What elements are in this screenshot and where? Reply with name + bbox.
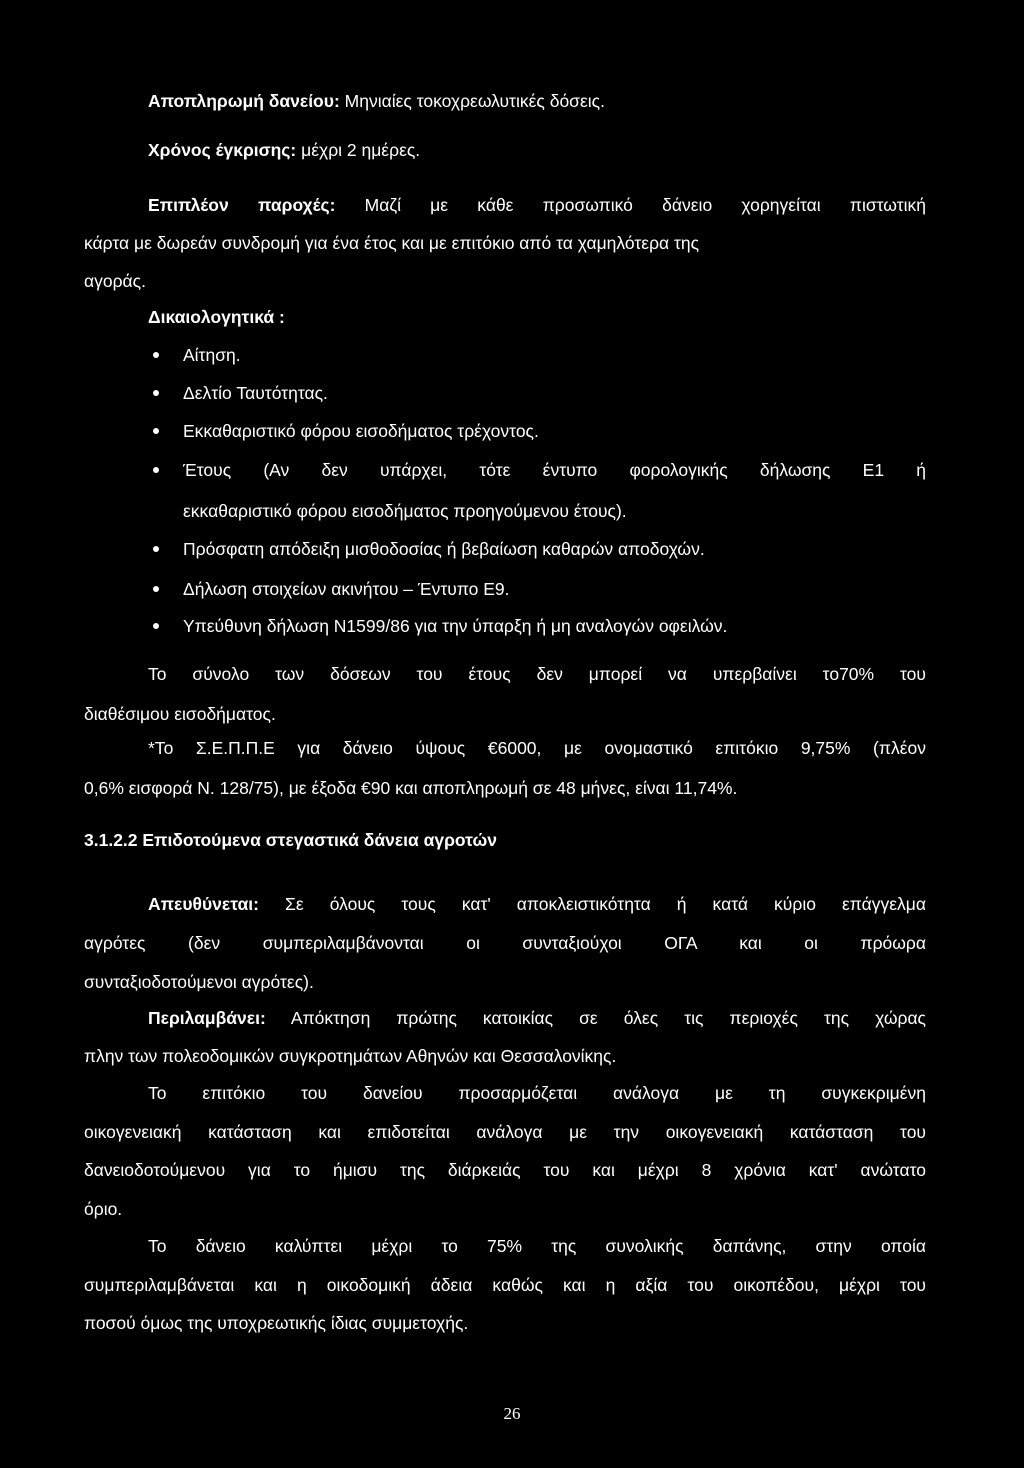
rate-line4: όριο. [84, 1198, 123, 1219]
bullet-icon [153, 546, 159, 552]
approval-paragraph [84, 138, 926, 162]
repayment-label: Αποπληρωμή δανείου: [148, 91, 340, 111]
coverage-line2: συμπεριλαμβάνεται και η οικοδομική άδεια καθώς και η αξία του οικοπέδου, μέχρι του [84, 1274, 926, 1295]
extras-line1: Μαζί με κάθε προσωπικό δάνειο χορηγείται πιστωτική [364, 195, 927, 215]
includes-line1: Απόκτηση πρώτης κατοικίας σε όλες τις περιοχές της χώρας [290, 1008, 926, 1028]
document-page: Αποπληρωμή δανείου: Μηνιαίες τοκοχρεωλυτικές δόσεις. Χρόνος έγκρισης: μέχρι 2 ημέρες. Επιπλέον παροχές: Μαζί με κάθε προσωπικό δάνειο χορηγείται πιστωτική κάρτα με δωρεάν συνδρομή για ένα έτος και με επιτόκιο από τα χαμηλότερα της αγοράς. Δικαιολογητικά : Αίτηση. Δελτίο Ταυτότητας. Εκκαθαριστικό φόρου εισοδήματος τρέχοντος. Έτους (Αν δεν υπάρχει, τότε έντυπο φορολογικής δήλωσης Ε1 ή εκκαθαριστικό φόρου εισοδήματος προηγούμενου έτους). Πρόσφατη απόδειξη μισθοδοσίας ή βεβαίωση καθαρών αποδοχών. Δήλωση στοιχείων ακινήτου – Έντυπο Ε9. Υπεύθυνη δήλωση Ν1599/86 για την ύπαρξη ή μη αναλογών οφειλών. Το σύνολο των δόσεων του έτους δεν μπορεί να υπερβαίνει το70% του διαθέσιμου εισοδήματος. *Το Σ.Ε.Π.Π.Ε για δάνειο ύψους €6000, με ονομαστικό επιτόκιο 9,75% (πλέον 0,6% εισφορά Ν. 128/75), με έξοδα €90 και αποπληρωμή σε 48 μήνες, είναι 11,74%. 3.1.2.2 Επιδοτούμενα στεγαστικά δάνεια αγροτών Απευθύνεται: Σε όλους τους κατ' αποκλειστικότητα ή κατά κύριο επάγγελμα αγρότες (δεν συμπεριλαμβάνονται οι συνταξιούχοι ΟΓΑ και οι πρόωρα συνταξιοδοτούμενοι αγρότες). Περιλαμβάνει: Απόκτηση πρώτης κατοικίας σε όλες τις περιοχές της χώρας πλην των πολεοδομικών συγκροτημάτων Αθηνών και Θεσσαλονίκης. Το επιτόκιο του δανείου προσαρμόζεται ανάλογα με τη συγκεκριμένη οικογενειακή κατάσταση και επιδοτείται ανάλογα με την οικογενειακή κατάσταση του δανειοδοτούμενου για το ήμισυ της διάρκειάς του και μέχρι 8 χρόνια κατ' ανώτατο όριο. Το δάνειο καλύπτει μέχρι το 75% της συνολικής δαπάνης, στην οποία συμπεριλαμβάνεται και η οικοδομική άδεια καθώς και η αξία του οικοπέδου, μέχρι του ποσού όμως της υποχρεωτικής ίδιας συμμετοχής. [84, 0, 926, 1468]
rate-line2: οικογενειακή κατάσταση και επιδοτείται ανάλογα με την οικογενειακή κατάσταση του [84, 1121, 926, 1142]
addressed-line2: αγρότες (δεν συμπεριλαμβάνονται οι συνταξιούχοι ΟΓΑ και οι πρόωρα [84, 933, 926, 953]
includes-paragraph [84, 999, 926, 1075]
bullet-icon [153, 586, 159, 592]
bullet-icon [153, 390, 159, 396]
apr-line2: 0,6% εισφορά Ν. 128/75), με έξοδα €90 και αποπληρωμή σε 48 μήνες, είναι 11,74%. [84, 778, 738, 798]
addressed-line3: συνταξιοδοτούμενοι αγρότες). [84, 972, 314, 992]
includes-line2: πλην των πολεοδομικών συγκροτημάτων Αθηνών και Θεσσαλονίκης. [84, 1046, 617, 1066]
coverage-line3: ποσού όμως της υποχρεωτικής ίδιας συμμετοχής. [84, 1313, 469, 1333]
addressed-paragraph [84, 885, 926, 1002]
apr-paragraph [84, 728, 926, 808]
extras-line2: κάρτα με δωρεάν συνδρομή για ένα έτος και με επιτόκιο από τα χαμηλότερα της [84, 233, 700, 253]
bullet-icon [153, 623, 159, 629]
apr-line1: *Το Σ.Ε.Π.Π.Ε για δάνειο ύψους €6000, με ονομαστικό επιτόκιο 9,75% (πλέον [148, 738, 926, 758]
total-line2: διαθέσιμου εισοδήματος. [84, 704, 276, 724]
extras-label: Επιπλέον παροχές: [148, 195, 336, 215]
repayment-paragraph [84, 89, 926, 113]
bullet-icon [153, 428, 159, 434]
extras-paragraph [84, 186, 926, 300]
bullet-icon [153, 467, 159, 473]
documents-heading: Δικαιολογητικά : [148, 307, 285, 327]
rate-line1: Το επιτόκιο του δανείου προσαρμόζεται ανάλογα με τη συγκεκριμένη [148, 1083, 926, 1103]
approval-text: μέχρι 2 ημέρες. [301, 140, 421, 160]
addressed-line1: Σε όλους τους κατ' αποκλειστικότητα ή κατά κύριο επάγγελμα [285, 894, 926, 914]
includes-label: Περιλαμβάνει: [148, 1008, 266, 1028]
approval-label: Χρόνος έγκρισης: [148, 140, 297, 160]
section-heading-paragraph [84, 828, 926, 852]
rate-line3: δανειοδοτούμενου για το ήμισυ της διάρκειάς του και μέχρι 8 χρόνια κατ' ανώτατο [84, 1160, 926, 1180]
page-number: 26 [503, 1404, 521, 1423]
rate-paragraph [84, 1074, 926, 1228]
addressed-label: Απευθύνεται: [148, 894, 259, 914]
repayment-text: Μηνιαίες τοκοχρεωλυτικές δόσεις. [344, 91, 605, 111]
total-line1: Το σύνολο των δόσεων του έτους δεν μπορεί να υπερβαίνει το70% του [148, 664, 926, 684]
extras-line3: αγοράς. [84, 271, 146, 291]
documents-heading-paragraph [84, 305, 926, 329]
section-heading: 3.1.2.2 Επιδοτούμενα στεγαστικά δάνεια αγροτών [84, 830, 497, 850]
coverage-line1: Το δάνειο καλύπτει μέχρι το 75% της συνολικής δαπάνης, στην οποία [148, 1236, 926, 1256]
total-paragraph [84, 654, 926, 734]
bullet-icon [153, 352, 159, 358]
coverage-paragraph [84, 1227, 926, 1343]
